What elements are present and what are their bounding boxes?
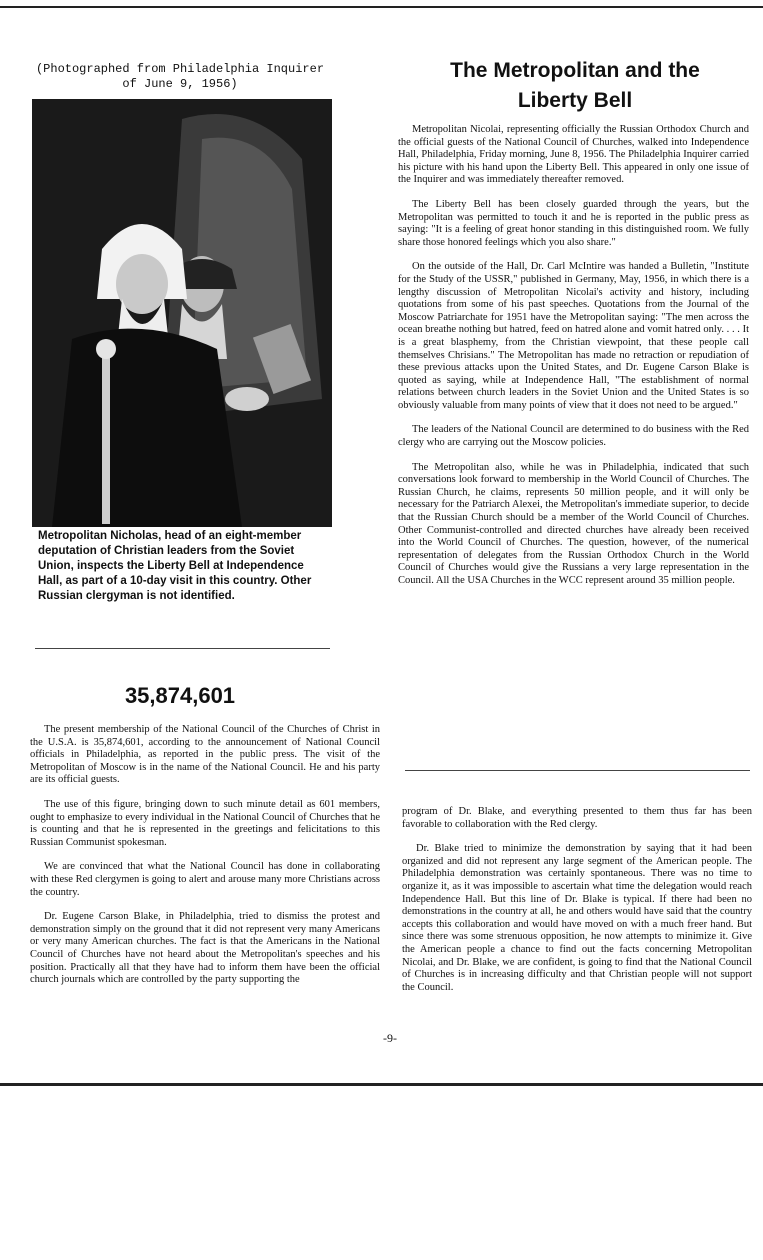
right-section-divider [405, 770, 750, 771]
right-paragraph-5: The Metropolitan also, while he was in Philadelphia, indicated that such conversations look forward to membership in the World Council of Churches. The Russian Church, he claims, represents 50 million people, and it will only be necessary for the Patriarch Alexei, the Metropolitan's immediate superior, to decide that the Russian Church should be a member of the World Council of Churches. Other Communist-controlled and directed churches have already been received into the World Council of Churches. The question, however, of the numerical representation of delegates from the Russian Orthodox Church in the World Council of Churches would give the Russians a very large representation in the Council. All the USA Churches in the WCC represent around 35 million people. [398, 461, 749, 586]
left-paragraph-1: The present membership of the National Council of the Churches of Christ in the U.S.A. is 35,874,601, according to the announcement of National Council officials in Philadelphia, as reported in the public press. The visit of the Metropolitan of Moscow is in the name of the National Council. He and his party are its official guests. [30, 724, 380, 786]
left-paragraph-2: The use of this figure, bringing down to such minute detail as 601 members, ought to emphasize to every individual in the National Council of Churches that he is counting and that he is represented in the greetings and felicitations to this Russian Communist spokesman. [30, 798, 380, 848]
lower-right-paragraph-1: program of Dr. Blake, and everything presented to them thus far has been favorable to collaboration with the Red clergy. [402, 806, 752, 830]
photo-credit: (Photographed from Philadelphia Inquirer of June 9, 1956) [35, 62, 325, 91]
right-paragraph-1: Metropolitan Nicolai, representing officially the Russian Orthodox Church and the official guests of the National Council of Churches, walked into Independence Hall, Philadelphia, Friday morning, June 8, 1956. The Philadelphia Inquirer carried his picture with his hand upon the Liberty Bell. This appeared in only one issue of the Inquirer and was immediately thereafter removed. [398, 124, 749, 186]
left-article-column [30, 724, 380, 999]
lower-right-column [402, 806, 752, 1006]
photo-caption: Metropolitan Nicholas, head of an eight-member deputation of Christian leaders from the Soviet Union, inspects the Liberty Bell at Independence Hall, as part of a 10-day visit in this country. Other Russian clergyman is not identified. [38, 530, 312, 602]
top-border-rule [0, 6, 763, 8]
right-paragraph-4: The leaders of the National Council are determined to do business with the Red clergy who are carrying out the Moscow policies. [398, 424, 749, 449]
right-paragraph-2: The Liberty Bell has been closely guarded through the years, but the Metropolitan was permitted to touch it and he is reported in the public press as saying: "It is a feeling of great honor standing in this distinguished room. We fully share those honored feelings which you also share." [398, 198, 749, 248]
article-title-line-2: Liberty Bell [517, 89, 633, 112]
lower-right-paragraph-2: Dr. Blake tried to minimize the demonstration by saying that it had been organized and did not represent any large segment of the American people. The Philadelphia demonstration was certainly spontaneous. There was no time to organize it, as it was impossible to ascertain what time the delegation would reach Independence Hall. But this line of Dr. Blake is typical. If there had been no demonstrations in the country at all, he and others would have said that the country accepts this collaboration and would have moved on with a much freer hand. But since there was some strenuous opposition, he now attempts to minimize it. Give the American people a chance to find out the facts concerning Metropolitan Nicolai, and Dr. Blake, we are confident, is going to find that the National Council of Churches is in increasing difficulty and that Christian people will not support the Council. [402, 843, 752, 993]
news-photograph [32, 99, 332, 527]
section-divider [35, 648, 330, 649]
membership-headline: 35,874,601 [124, 683, 236, 708]
left-paragraph-4: Dr. Eugene Carson Blake, in Philadelphia, tried to dismiss the protest and demonstration simply on the ground that it did not represent very many Americans or very many American churches. The fact is that the Americans in the National Council of Churches have not heard about the Metropolitan's speeches and his position. Practically all that they have had to inform them have been the official church journals which are controlled by the party supporting the [30, 911, 380, 986]
article-title [400, 56, 750, 116]
bottom-border-rule [0, 1083, 763, 1086]
page-number: -9- [383, 1031, 397, 1045]
right-paragraph-3: On the outside of the Hall, Dr. Carl McIntire was handed a Bulletin, "Institute for the Study of the USSR," published in Germany, May, 1956, in which there is a lengthy discussion of Metropolitan Nicolai's activity and history, including quotations from some of his past speeches. Quotations from the Journal of the Moscow Patriarchate for 1951 have the Metropolitan saying: "The men across the ocean breathe nothing but hatred, feed on hatred alone and vomit hatred only. . . . It is a great blasphemy, from the Christian viewpoint, that these people call themselves Chrisians." The Metropolitan has made no retraction or repudiation of these previous attacks upon the United States, and Dr. Eugene Carson Blake is quoted as saying, while at Independence Hall, "The establishment of normal relations between church leaders in the Soviet Union and the United States is so obviously valuable from many points of view that it does not need to be argued." [398, 261, 749, 411]
article-title-line-1: The Metropolitan and the [450, 59, 700, 82]
left-paragraph-3: We are convinced that what the National Council has done in collaborating with these Red clergymen is going to alert and arouse many more Christians across the country. [30, 861, 380, 898]
right-article-column [398, 124, 749, 600]
